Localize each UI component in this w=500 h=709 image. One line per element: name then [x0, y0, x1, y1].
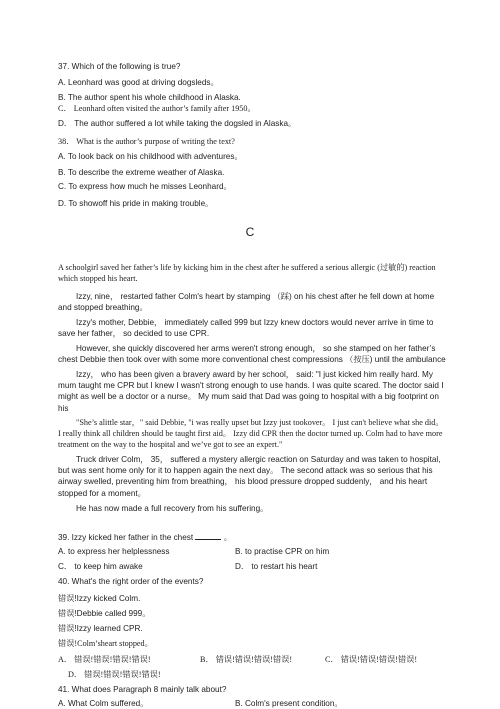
q37-option-a: A. Leonhard was good at driving dogsleds。 [58, 78, 219, 87]
passage-paragraph-7: Truck driver Colm， 35， suffered a mystery allergic reaction on Saturday and was taken to hospital, but was sent home only for it to happen again the next day。 The second attack was so serious that his airway swelled, preventing him from breathing， his blood pressure dropped suddenly， and his heart stopped for a moment。 [58, 455, 441, 498]
q38-option-c: C. To express how much he misses Leonhard。 [58, 182, 232, 191]
q41-option-a: A. What Colm suffered。 [58, 699, 149, 708]
q39-option-a: A. to express her helplessness [58, 547, 170, 556]
q40-event-2: 错误!Debbie called 999。 [58, 609, 151, 618]
passage-paragraph-2: Izzy, nine， restarted father Colm's heart by stamping （踩) on his chest after he fell down at home and stopped breathing。 [58, 292, 435, 313]
passage-paragraph-4: However, she quickly discovered her arms weren't strong enough， so she stamped on her father’s chest Debbie then took over with some more conventional chest compressions （按压) until the ambulance [58, 344, 446, 365]
q37-option-b: B. The author spent his whole childhood in Alaska. [58, 93, 241, 102]
section-heading: C [245, 225, 255, 239]
passage-paragraph-8: He has now made a full recovery from his suffering。 [76, 504, 269, 513]
q38-option-d: D. To showoff his pride in making trouble。 [58, 199, 214, 208]
q40-event-4: 错误!Colm’sheart stopped。 [58, 639, 153, 648]
q39-stem-text: 39. Izzy kicked her father in the chest [58, 533, 194, 542]
q40-option-d: D． 错误!错误!错误!错误! [68, 670, 161, 679]
q40-option-a: A． 错误!错误!错误!错误! [58, 655, 151, 664]
passage-paragraph-1: A schoolgirl saved her father’s life by kicking him in the chest after he suffered a serious allergic (过敏的) reaction which stopped his heart. [58, 263, 436, 284]
q41-option-b: B. Colm's present condition。 [235, 699, 343, 708]
passage-paragraph-5: Izzy， who has been given a bravery award by her school， said: "I just kicked him really hard. My mum taught me CPR but I knew I wasn't strong enough to use hands. I was quite scared. The doctor said I might as well be a doctor or a nurse。 My mum said that Dad was going to hospital with a big footprint on his [58, 370, 444, 413]
q40-option-b: B． 错误!错误!错误!错误! [200, 655, 293, 664]
q40-option-c: C． 错误!错误!错误!错误! [325, 655, 418, 664]
q37-option-c: C． Leonhard often visited the author’s family after 1950。 [58, 104, 256, 113]
answer-blank [195, 532, 221, 540]
q39-stem [58, 532, 232, 543]
q41-stem: 41. What does Paragraph 8 mainly talk about? [58, 685, 227, 694]
q39-stem-end: 。 [223, 533, 232, 542]
q37-stem: 37. Which of the following is true? [58, 62, 181, 71]
q40-event-3: 错误!Izzy learned CPR. [58, 624, 143, 633]
q39-option-c: C． to keep him awake [58, 562, 143, 571]
q39-option-d: D． to restart his heart [235, 562, 318, 571]
passage-paragraph-3: Izzy's mother, Debbie， immediately called 999 but Izzy knew doctors would never arrive in time to save her father， so decided to use CPR. [58, 318, 434, 339]
q40-stem: 40. What's the right order of the events? [58, 577, 204, 586]
q37-option-d: D． The author suffered a lot while taking the dogsled in Alaska。 [58, 119, 297, 128]
q38-option-a: A. To look back on his childhood with adventures。 [58, 152, 243, 161]
q38-option-b: B. To describe the extreme weather of Alaska. [58, 168, 225, 177]
q40-event-1: 错误!Izzy kicked Colm. [58, 594, 141, 603]
q38-stem: 38． What is the author’s purpose of writing the text? [58, 137, 235, 146]
q39-option-b: B. to practise CPR on him [235, 547, 330, 556]
passage-paragraph-6: "She’s alittle star，" said Debbie, "i was really upset but Izzy just tookover。 I just can't believe what she did。 I really think all children should be taught first aid。 Izzy did CPR then the doctor turned up. Colm had to have more treatment on the way to the hospital and we’ve got to see an expert." [58, 418, 444, 450]
